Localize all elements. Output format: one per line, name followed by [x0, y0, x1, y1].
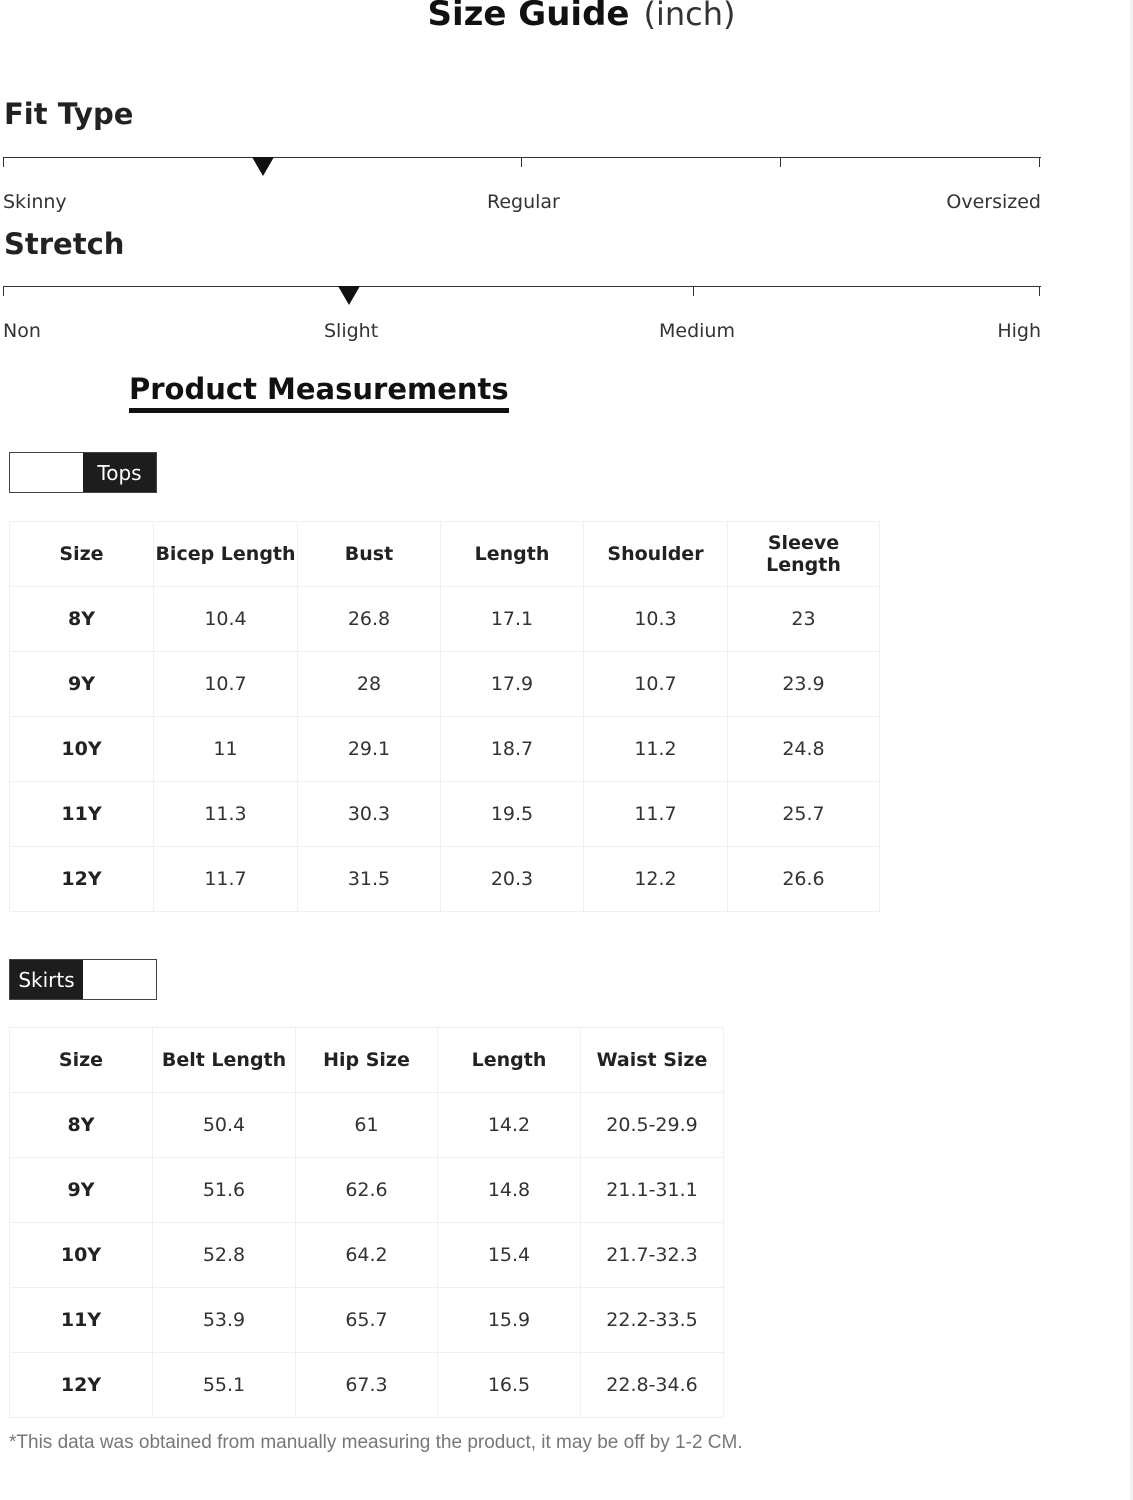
scale-tick — [3, 157, 4, 167]
size-cell: 10Y — [10, 717, 154, 782]
table-cell: 31.5 — [298, 847, 441, 912]
stretch-label-non: Non — [3, 320, 41, 342]
size-cell: 11Y — [10, 782, 154, 847]
table-cell: 55.1 — [153, 1353, 296, 1418]
column-header: Hip Size — [296, 1028, 438, 1093]
table-cell: 64.2 — [296, 1223, 438, 1288]
table-row — [10, 1158, 724, 1223]
stretch-heading: Stretch — [4, 227, 125, 261]
size-cell: 12Y — [10, 847, 154, 912]
table-cell: 65.7 — [296, 1288, 438, 1353]
size-cell: 11Y — [10, 1288, 153, 1353]
table-cell: 14.2 — [438, 1093, 581, 1158]
fit-label-oversized: Oversized — [946, 191, 1041, 213]
table-cell: 26.8 — [298, 587, 441, 652]
table-cell: 11.7 — [584, 782, 728, 847]
table-row — [10, 1353, 724, 1418]
skirts-tab-label: Skirts — [10, 960, 83, 999]
table-header-row — [10, 1028, 724, 1093]
table-row — [10, 847, 880, 912]
table-row — [10, 1223, 724, 1288]
title-unit: (inch) — [643, 0, 736, 33]
table-row — [10, 652, 880, 717]
table-cell: 22.8-34.6 — [581, 1353, 724, 1418]
table-cell: 21.7-32.3 — [581, 1223, 724, 1288]
table-cell: 15.4 — [438, 1223, 581, 1288]
table-cell: 53.9 — [153, 1288, 296, 1353]
stretch-label-high: High — [997, 320, 1041, 342]
table-cell: 19.5 — [441, 782, 584, 847]
column-header: Bicep Length — [154, 522, 298, 587]
table-cell: 10.4 — [154, 587, 298, 652]
stretch-indicator-icon — [338, 286, 360, 305]
table-header-row — [10, 522, 880, 587]
scale-tick — [693, 286, 694, 296]
column-header: Waist Size — [581, 1028, 724, 1093]
column-header: Length — [441, 522, 584, 587]
table-cell: 21.1-31.1 — [581, 1158, 724, 1223]
table-cell: 23.9 — [728, 652, 880, 717]
table-row — [10, 782, 880, 847]
size-cell: 9Y — [10, 1158, 153, 1223]
size-cell: 8Y — [10, 587, 154, 652]
table-cell: 11.7 — [154, 847, 298, 912]
scale-tick — [1039, 157, 1040, 167]
table-cell: 11 — [154, 717, 298, 782]
size-cell: 12Y — [10, 1353, 153, 1418]
size-cell: 8Y — [10, 1093, 153, 1158]
fit-label-regular: Regular — [487, 191, 560, 213]
table-cell: 11.2 — [584, 717, 728, 782]
tab-blank-segment — [10, 453, 83, 492]
column-header: Size — [10, 522, 154, 587]
fit-type-scale — [4, 157, 1041, 158]
table-cell: 24.8 — [728, 717, 880, 782]
table-cell: 18.7 — [441, 717, 584, 782]
title-text: Size Guide — [427, 0, 630, 34]
table-cell: 10.7 — [584, 652, 728, 717]
skirts-table — [9, 1027, 724, 1418]
fit-type-indicator-icon — [252, 157, 274, 176]
column-header: Length — [438, 1028, 581, 1093]
table-row — [10, 1093, 724, 1158]
size-cell: 10Y — [10, 1223, 153, 1288]
table-cell: 10.7 — [154, 652, 298, 717]
table-cell: 17.1 — [441, 587, 584, 652]
footnote: *This data was obtained from manually measuring the product, it may be off by 1-2 CM. — [9, 1432, 743, 1453]
table-cell: 30.3 — [298, 782, 441, 847]
table-cell: 12.2 — [584, 847, 728, 912]
table-cell: 23 — [728, 587, 880, 652]
column-header: Bust — [298, 522, 441, 587]
table-cell: 14.8 — [438, 1158, 581, 1223]
column-header: Shoulder — [584, 522, 728, 587]
tab-blank-segment — [83, 960, 156, 999]
column-header: Belt Length — [153, 1028, 296, 1093]
column-header: Size — [10, 1028, 153, 1093]
product-measurements-heading: Product Measurements — [129, 372, 509, 413]
table-cell: 25.7 — [728, 782, 880, 847]
scale-tick — [1039, 286, 1040, 296]
skirts-tab[interactable] — [9, 959, 157, 1000]
fit-label-skinny: Skinny — [3, 191, 67, 213]
table-cell: 22.2-33.5 — [581, 1288, 724, 1353]
table-cell: 28 — [298, 652, 441, 717]
stretch-label-medium: Medium — [659, 320, 735, 342]
tops-table — [9, 521, 880, 912]
table-cell: 62.6 — [296, 1158, 438, 1223]
scale-tick — [780, 157, 781, 167]
table-cell: 16.5 — [438, 1353, 581, 1418]
page-title — [0, 0, 1133, 34]
table-cell: 51.6 — [153, 1158, 296, 1223]
table-cell: 15.9 — [438, 1288, 581, 1353]
table-cell: 67.3 — [296, 1353, 438, 1418]
table-row — [10, 587, 880, 652]
scale-tick — [3, 286, 4, 296]
size-cell: 9Y — [10, 652, 154, 717]
table-row — [10, 717, 880, 782]
fit-type-heading: Fit Type — [4, 97, 134, 131]
stretch-scale — [4, 286, 1041, 287]
table-row — [10, 1288, 724, 1353]
table-cell: 17.9 — [441, 652, 584, 717]
table-cell: 29.1 — [298, 717, 441, 782]
table-cell: 52.8 — [153, 1223, 296, 1288]
tops-tab-label: Tops — [83, 453, 156, 492]
table-cell: 61 — [296, 1093, 438, 1158]
table-cell: 26.6 — [728, 847, 880, 912]
table-cell: 11.3 — [154, 782, 298, 847]
table-cell: 10.3 — [584, 587, 728, 652]
stretch-label-slight: Slight — [324, 320, 379, 342]
table-cell: 20.5-29.9 — [581, 1093, 724, 1158]
scale-tick — [521, 157, 522, 167]
table-cell: 50.4 — [153, 1093, 296, 1158]
table-cell: 20.3 — [441, 847, 584, 912]
tops-tab[interactable] — [9, 452, 157, 493]
column-header: Sleeve Length — [728, 522, 880, 587]
